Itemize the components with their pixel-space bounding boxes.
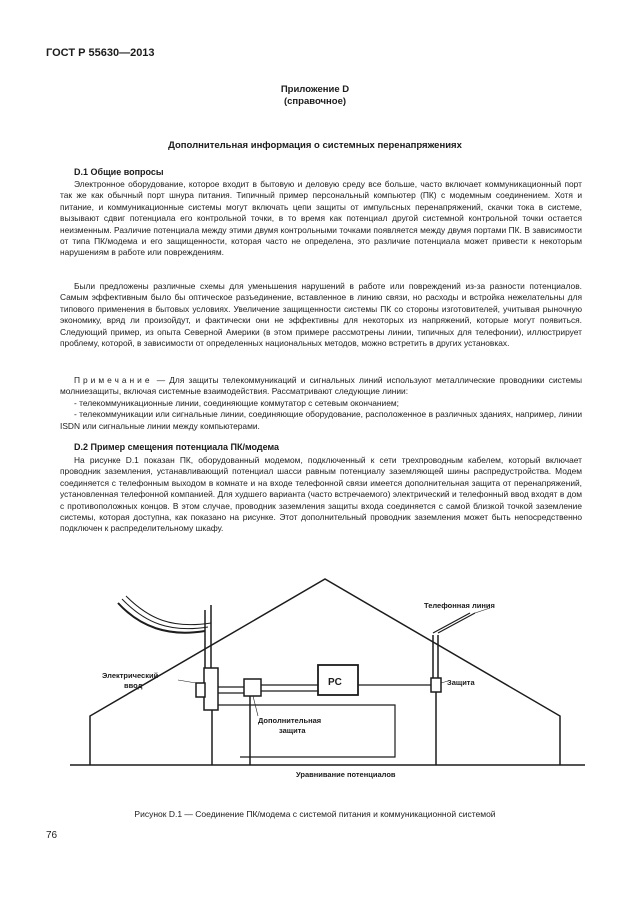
telephone-line-wire [433,613,470,633]
figure-caption: Рисунок D.1 — Соединение ПК/модема с системой питания и коммуникационной системой [134,809,496,819]
additional-protection-box [244,679,261,696]
label-pointer [253,696,258,716]
note-label: Примечание [74,375,153,385]
extra-ground-conductor [218,705,395,757]
d2-heading: D.2 Пример смещения потенциала ПК/модема [74,442,280,452]
appendix-subtitle: (справочное) [283,96,347,107]
note-text: — Для защиты телекоммуникаций и сигнальных линий используют металлические проводники системы молниезащиты, включая системные взаимодействия. Рассматривают следующие линии: [60,375,583,397]
label-telephone-line: Телефонная линия [424,601,495,610]
d1-note [60,375,582,432]
section-title: Дополнительная информация о системных перенапряжениях [168,140,462,151]
label-protection: Защита [447,678,475,687]
note-paragraph [60,375,582,398]
label-equalization: Уравнивание потенциалов [296,770,396,779]
electric-input-box [204,668,218,710]
electric-meter [196,683,205,697]
label-electric-input-1: Электрический [102,671,159,680]
figure-d1-diagram [0,575,630,805]
telephone-line-wire [438,613,475,633]
page-number: 76 [46,830,58,841]
d1-heading: D.1 Общие вопросы [74,167,164,177]
telephone-protection-box [431,678,441,692]
label-pointer [178,680,196,683]
label-additional-protection-1: Дополнительная [258,716,322,725]
note-item-2: - телекоммуникации или сигнальные линии, соединяющие оборудование, расположенное в различных зданиях, например, линии ISDN или сигнальные линии между компьютерами. [60,409,582,431]
appendix-title: Приложение D [280,84,350,95]
d1-paragraph-2: Были предложены различные схемы для уменьшения нарушений в работе или повреждений из-за разности потенциалов. Самым эффективным было бы оптическое разъединение, вставленное в линию связи, но расходы и встройка нежелательны для типового применения в бытовых условиях. Увеличение защищенности системы ПК со стороны изготовителей, учитывая рыночную экономику, вряд ли произойдут, и фактически они не эффективны для некоторых из напряжений, которые могут появиться. Следующий пример, из опыта Северной Америки (в этом примере рассмотрены линии, типичных для телефонии), иллюстрирует проблему, которой, в зависимости от определенных национальных методов, можно встретить в других установках. [60,281,582,349]
d2-paragraph-1: На рисунке D.1 показан ПК, оборудованный модемом, подключенный к сети трехпроводным кабелем, который включает проводник заземления, устанавливающий потенциал шасси равным потенциалу заземляющей шины распредустройства. Модем соединяется с телефонным выходом в комнате и на входе телефонной связи имеется дополнительная защита от перенапряжений, установленная телефонной компанией. Для худшего варианта (часто встречаемого) электрический и телефонный ввод входят в дом с противоположных концов. В этом случае, проводник заземления защиты входа соединяется с самой близкой точкой заземление системы, которая доступна, как показано на рисунке. Этот дополнительный проводник заземления может быть непосредственно подключен к распределительному шкафу. [60,455,582,534]
note-item-1: - телекоммуникационные линии, соединяющие коммутатор с сетевым окончанием; [74,397,399,408]
label-additional-protection-2: защита [279,726,306,735]
label-pc: PC [328,677,342,688]
d1-paragraph-1: Электронное оборудование, которое входит в бытовую и деловую среду все больше, часто включает коммуникационный порт так же как обычный порт шнура питания. Типичный пример персональный компьютер (ПК) с модемным соединением. Хотя и питание, и коммуникационные системы могут включать цепи защиты от импульсных перенапряжений, скачки тока в системе, вызывают сдвиг потенциала его контрольной точки, в то время как потенциал другой системной контрольной точки остается неизменным. Различие потенциала между этими двумя контрольными точками появляется между двумя портами ПК. В зависимости от типа ПК/модема и его защищенности, которая часто не определена, это различие потенциала может привести к некоторым нарушениям в работе или повреждениям. [60,179,582,258]
standard-code: ГОСТ Р 55630—2013 [46,47,155,59]
label-electric-input-2: ввод [124,681,143,690]
